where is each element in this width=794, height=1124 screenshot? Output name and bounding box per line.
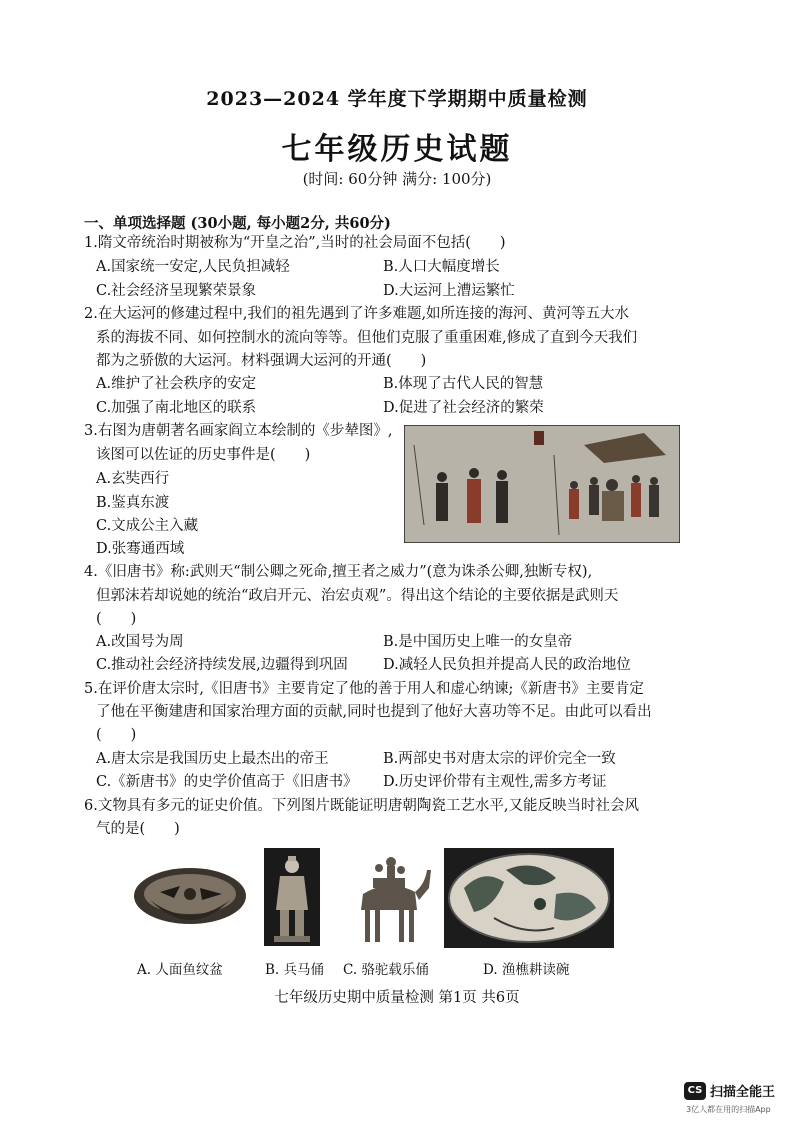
q3-option-d: D.张骞通西域 — [96, 541, 185, 557]
q5-option-a: A.唐太宗是我国历史上最杰出的帝王 — [96, 751, 329, 767]
q4-option-a: A.改国号为周 — [96, 634, 184, 650]
q6-stem-line2: 气的是( ) — [96, 821, 180, 837]
exam-term: 2023—2024 学年度下学期期中质量检测 — [206, 88, 588, 110]
bunian-painting-image — [404, 425, 680, 543]
q5-option-c: C.《新唐书》的史学价值高于《旧唐书》 — [96, 774, 358, 790]
q5-stem-line1: 5.在评价唐太宗时,《旧唐书》主要肯定了他的善于用人和虚心纳谏;《新唐书》主要肯定 — [84, 681, 644, 697]
q5-stem-line3: ( ) — [96, 727, 137, 743]
q4-option-b: B.是中国历史上唯一的女皇帝 — [383, 634, 573, 650]
q1-stem: 1.隋文帝统治时期被称为“开皇之治”,当时的社会局面不包括( ) — [84, 235, 506, 251]
q3-stem-line2: 该图可以佐证的历史事件是( ) — [96, 447, 311, 463]
q2-option-d: D.促进了社会经济的繁荣 — [383, 400, 544, 416]
artifact-caption-d: D. 渔樵耕读碗 — [483, 962, 570, 978]
artifact-caption-c: C. 骆驼载乐俑 — [343, 962, 429, 978]
camscanner-logo-icon: CS — [684, 1082, 706, 1100]
q1-option-c: C.社会经济呈现繁荣景象 — [96, 283, 257, 299]
q4-stem-line3: ( ) — [96, 611, 137, 627]
q3-option-c: C.文成公主入藏 — [96, 518, 199, 534]
fisher-woodcutter-bowl-image — [444, 848, 614, 948]
q4-stem-line2: 但郭沫若却说她的统治“政启开元、治宏贞观”。得出这个结论的主要依据是武则天 — [96, 588, 619, 604]
q2-option-b: B.体现了古代人民的智慧 — [383, 376, 544, 392]
q2-option-c: C.加强了南北地区的联系 — [96, 400, 257, 416]
q5-option-d: D.历史评价带有主观性,需多方考证 — [383, 774, 607, 790]
q1-option-b: B.人口大幅度增长 — [383, 259, 500, 275]
camscanner-watermark-name: 扫描全能王 — [710, 1085, 776, 1100]
q4-option-d: D.减轻人民负担并提高人民的政治地位 — [383, 657, 631, 673]
q5-option-b: B.两部史书对唐太宗的评价完全一致 — [383, 751, 616, 767]
q2-stem-line1: 2.在大运河的修建过程中,我们的祖先遇到了许多难题,如所连接的海河、黄河等五大水 — [84, 306, 630, 322]
q5-stem-line2: 了他在平衡建唐和国家治理方面的贡献,同时也提到了他好大喜功等不足。由此可以看出 — [96, 704, 652, 720]
q2-option-a: A.维护了社会秩序的安定 — [96, 376, 257, 392]
q3-option-a: A.玄奘西行 — [96, 471, 170, 487]
camscanner-watermark-tagline: 3亿人都在用的扫描App — [686, 1105, 771, 1114]
artifact-caption-b: B. 兵马俑 — [265, 962, 325, 978]
q3-option-b: B.鉴真东渡 — [96, 495, 170, 511]
q2-stem-line2: 系的海拔不同、如何控制水的流向等等。但他们克服了重重困难,修成了直到今天我们 — [96, 330, 638, 346]
camel-musicians-figurine-image — [343, 848, 435, 948]
exam-meta: (时间: 60分钟 满分: 100分) — [302, 170, 492, 188]
q4-option-c: C.推动社会经济持续发展,边疆得到巩固 — [96, 657, 348, 673]
q1-option-a: A.国家统一安定,人民负担减轻 — [96, 259, 290, 275]
terracotta-warrior-image — [264, 848, 320, 946]
q4-stem-line1: 4.《旧唐书》称:武则天“制公卿之死命,擅王者之威力”(意为诛杀公卿,独断专权), — [84, 564, 593, 580]
section-heading: 一、单项选择题 (30小题, 每小题2分, 共60分) — [84, 215, 391, 232]
artifact-caption-a: A. 人面鱼纹盆 — [137, 962, 223, 978]
q2-stem-line3: 都为之骄傲的大运河。材料强调大运河的开通( ) — [96, 353, 427, 369]
page-footer: 七年级历史期中质量检测 第1页 共6页 — [274, 990, 520, 1006]
q6-stem-line1: 6.文物具有多元的证史价值。下列图片既能证明唐朝陶瓷工艺水平,又能反映当时社会风 — [84, 798, 639, 814]
fish-pattern-basin-image — [130, 860, 250, 946]
q3-stem-line1: 3.右图为唐朝著名画家阎立本绘制的《步辇图》, — [84, 423, 393, 439]
q1-option-d: D.大运河上漕运繁忙 — [383, 283, 515, 299]
exam-title: 七年级历史试题 — [281, 132, 513, 167]
